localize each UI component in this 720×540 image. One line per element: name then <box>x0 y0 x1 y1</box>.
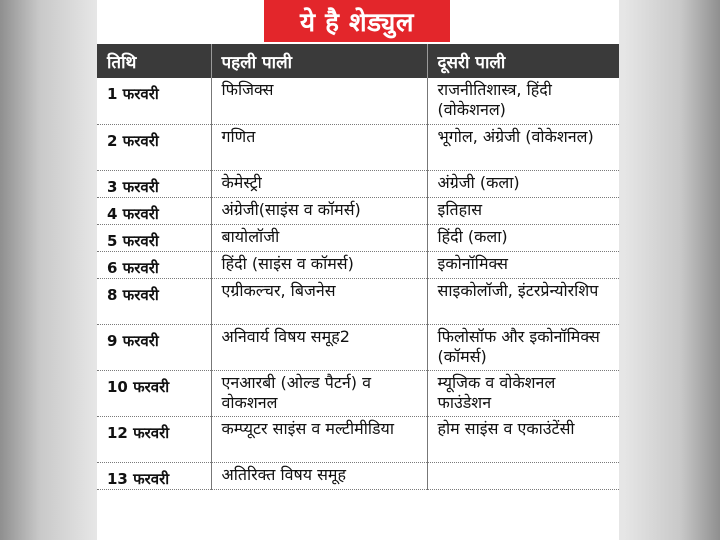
row-date: 6 फरवरी <box>97 251 211 278</box>
header-first-shift: पहली पाली <box>211 44 427 78</box>
table-row <box>97 124 619 170</box>
table-row <box>97 324 619 370</box>
row-first-shift: बायोलॉजी <box>211 224 427 251</box>
row-date: 13 फरवरी <box>97 462 211 489</box>
row-first-shift: फिजिक्स <box>211 78 427 124</box>
table-row <box>97 197 619 224</box>
row-first-shift: कम्प्यूटर साइंस व मल्टीमीडिया <box>211 416 427 462</box>
exam-schedule-table <box>97 44 619 490</box>
header-row <box>97 44 619 78</box>
table-row <box>97 170 619 197</box>
row-second-shift: होम साइंस व एकाउंटेंसी <box>427 416 619 462</box>
row-first-shift: अंग्रेजी(साइंस व कॉमर्स) <box>211 197 427 224</box>
table-row <box>97 370 619 416</box>
row-date: 12 फरवरी <box>97 416 211 462</box>
schedule-title-text: ये है शेड्युल <box>299 8 415 38</box>
row-second-shift: अंग्रेजी (कला) <box>427 170 619 197</box>
row-second-shift: इकोनॉमिक्स <box>427 251 619 278</box>
row-date: 4 फरवरी <box>97 197 211 224</box>
row-date: 10 फरवरी <box>97 370 211 416</box>
table-body <box>97 78 619 489</box>
row-first-shift: अनिवार्य विषय समूह2 <box>211 324 427 370</box>
row-second-shift: हिंदी (कला) <box>427 224 619 251</box>
table-row <box>97 78 619 124</box>
table-row <box>97 278 619 324</box>
header-date: तिथि <box>97 44 211 78</box>
row-second-shift: साइकोलॉजी, इंटरप्रेन्योरशिप <box>427 278 619 324</box>
table-row <box>97 224 619 251</box>
row-second-shift: राजनीतिशास्त्र, हिंदी (वोकेशनल) <box>427 78 619 124</box>
row-date: 9 फरवरी <box>97 324 211 370</box>
row-date: 2 फरवरी <box>97 124 211 170</box>
schedule-title <box>264 0 450 42</box>
table-row <box>97 251 619 278</box>
row-second-shift: भूगोल, अंग्रेजी (वोकेशनल) <box>427 124 619 170</box>
row-second-shift <box>427 462 619 489</box>
row-date: 8 फरवरी <box>97 278 211 324</box>
row-second-shift: म्यूजिक व वोकेशनल फाउंडेशन <box>427 370 619 416</box>
table-row <box>97 416 619 462</box>
header-second-shift: दूसरी पाली <box>427 44 619 78</box>
row-date: 1 फरवरी <box>97 78 211 124</box>
row-first-shift: हिंदी (साइंस व कॉमर्स) <box>211 251 427 278</box>
row-first-shift: एनआरबी (ओल्ड पैटर्न) व वोकशनल <box>211 370 427 416</box>
table-header <box>97 44 619 78</box>
row-second-shift: फिलोसॉफ और इकोनॉमिक्स (कॉमर्स) <box>427 324 619 370</box>
row-second-shift: इतिहास <box>427 197 619 224</box>
row-first-shift: केमेस्ट्री <box>211 170 427 197</box>
row-first-shift: गणित <box>211 124 427 170</box>
row-date: 3 फरवरी <box>97 170 211 197</box>
row-first-shift: एग्रीकल्चर, बिजनेस <box>211 278 427 324</box>
table-row <box>97 462 619 489</box>
row-first-shift: अतिरिक्त विषय समूह <box>211 462 427 489</box>
row-date: 5 फरवरी <box>97 224 211 251</box>
